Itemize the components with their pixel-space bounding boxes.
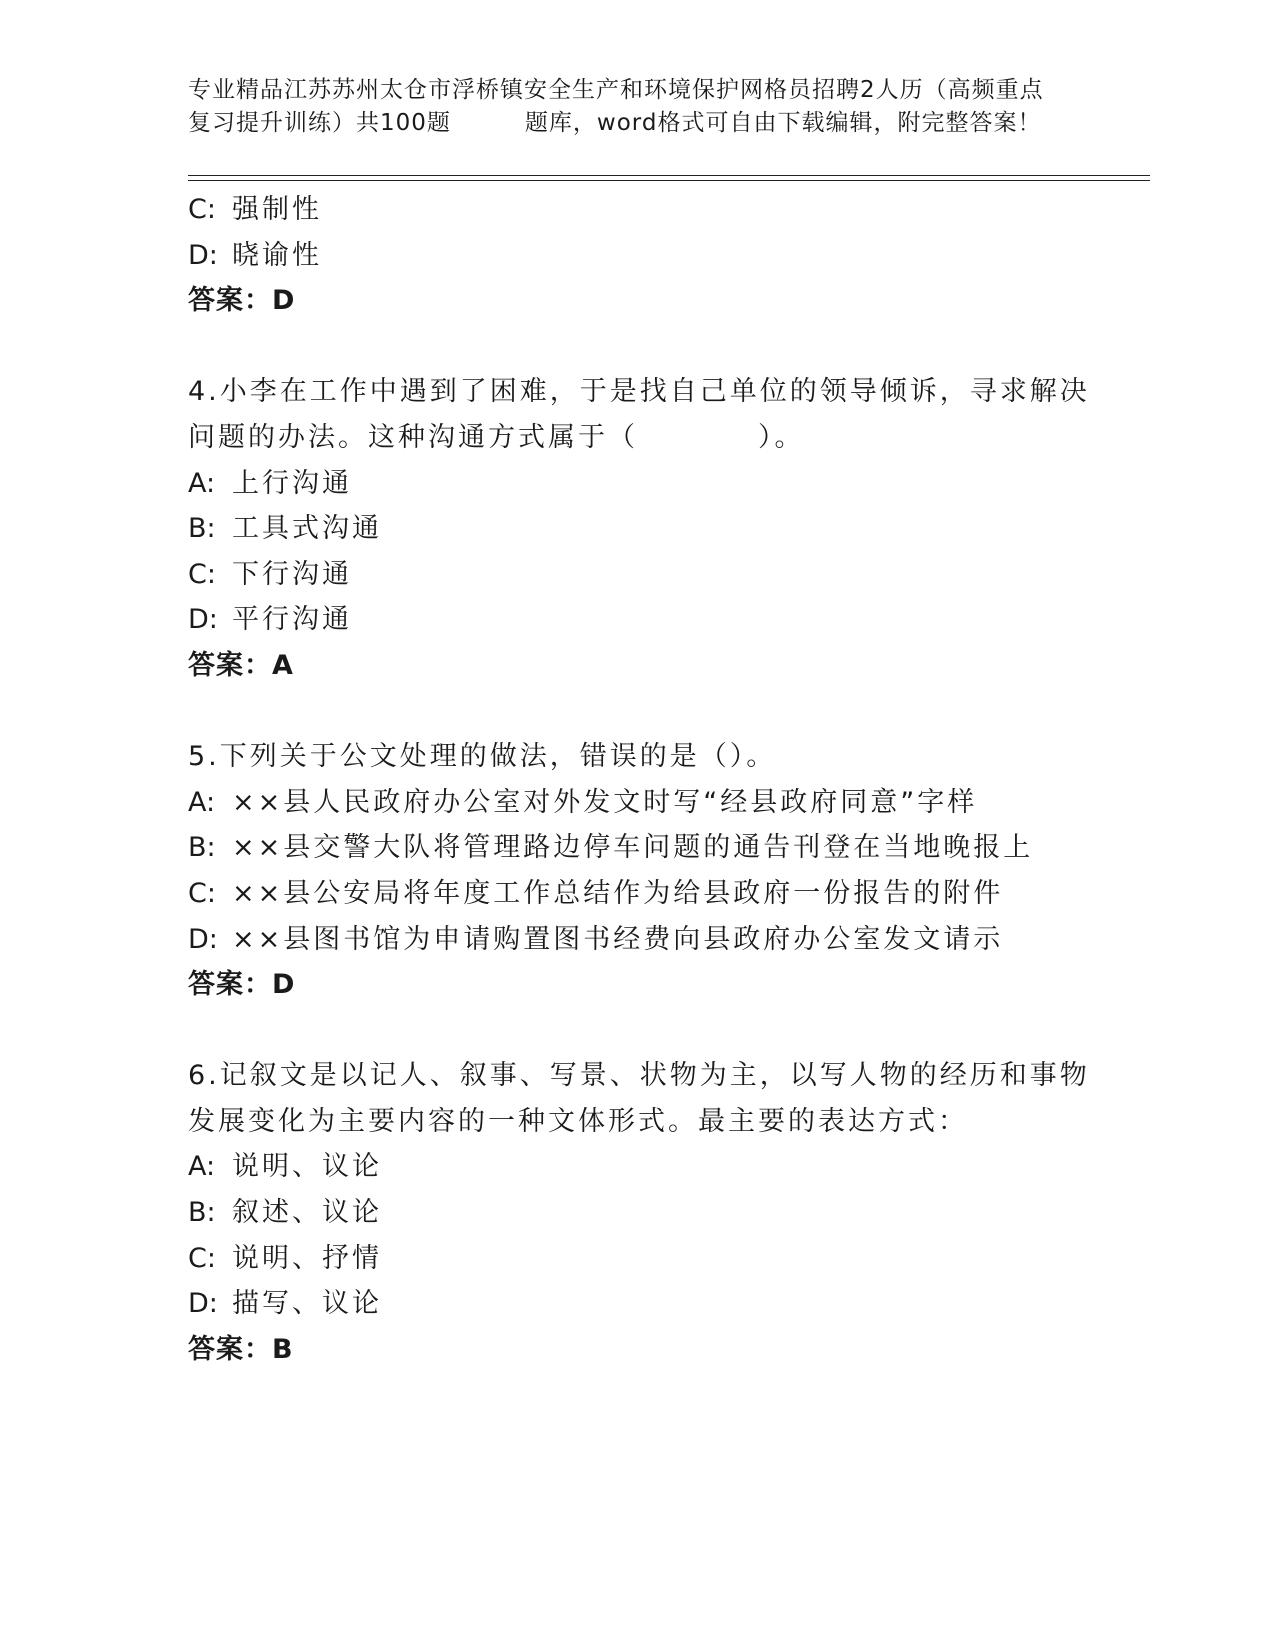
option-d (188, 597, 1088, 643)
option-letter: A: (188, 1151, 216, 1183)
option-text: 强制性 (232, 194, 322, 225)
question-list (188, 187, 1088, 1372)
option-text: ××县公安局将年度工作总结作为给县政府一份报告的附件 (232, 877, 1004, 909)
option-d (188, 917, 1088, 963)
option-text: 下行沟通 (232, 558, 352, 590)
option-a (188, 1144, 1088, 1190)
option-letter: B: (188, 832, 216, 864)
question-6 (188, 1053, 1088, 1372)
option-text: 晓谕性 (232, 239, 322, 271)
option-letter: C: (188, 194, 216, 225)
option-b (188, 825, 1088, 871)
option-text: 平行沟通 (232, 604, 352, 636)
option-letter: B: (188, 513, 216, 545)
question-3-tail (188, 187, 1088, 324)
option-letter: D: (188, 239, 218, 271)
option-b (188, 1190, 1088, 1236)
option-text: ××县人民政府办公室对外发文时写“经县政府同意”字样 (232, 786, 978, 818)
question-stem-line-1: 4.小李在工作中遇到了困难，于是找自己单位的领导倾诉，寻求解决 (188, 376, 1090, 408)
answer-line: 答案：D (188, 285, 296, 317)
option-text: 描写、议论 (232, 1288, 382, 1320)
option-a (188, 461, 1088, 507)
answer-line: 答案：D (188, 969, 296, 1001)
header-line-2 (188, 107, 1088, 140)
answer-line: 答案：B (188, 1333, 294, 1365)
option-letter: B: (188, 1197, 216, 1229)
header-line-2-part-1: 复习提升训练）共100题 (188, 110, 451, 136)
question-stem-line-2: 发展变化为主要内容的一种文体形式。最主要的表达方式： (188, 1105, 968, 1137)
document-header (188, 74, 1088, 140)
option-c (188, 187, 1088, 233)
option-c (188, 1236, 1088, 1282)
option-text: 上行沟通 (232, 467, 352, 499)
stem-part-2: ）。 (758, 421, 805, 453)
option-letter: D: (188, 1288, 218, 1320)
answer-line: 答案：A (188, 649, 294, 681)
stem-part-1: 问题的办法。这种沟通方式属于（ (188, 421, 638, 453)
option-text: 说明、抒情 (232, 1242, 382, 1274)
question-stem-line-1: 5.下列关于公文处理的做法，错误的是（）。 (188, 741, 777, 773)
option-b (188, 506, 1088, 552)
option-letter: A: (188, 467, 216, 499)
question-stem-line-2 (188, 415, 1088, 461)
question-stem-line-1: 6.记叙文是以记人、叙事、写景、状物为主，以写人物的经历和事物 (188, 1060, 1090, 1092)
option-text: 工具式沟通 (232, 513, 382, 545)
option-letter: A: (188, 786, 216, 818)
header-line-1: 专业精品江苏苏州太仓市浮桥镇安全生产和环境保护网格员招聘2人历（高频重点 (188, 77, 1044, 103)
option-text: ××县交警大队将管理路边停车问题的通告刊登在当地晚报上 (232, 832, 1034, 864)
option-c (188, 552, 1088, 598)
option-a (188, 780, 1088, 826)
option-letter: D: (188, 604, 218, 636)
option-d (188, 1281, 1088, 1327)
option-text: 说明、议论 (232, 1151, 382, 1183)
option-letter: D: (188, 923, 218, 955)
header-line-2-part-2: 题库，word格式可自由下载编辑，附完整答案！ (524, 110, 1042, 136)
header-rule-top (188, 175, 1150, 176)
option-c (188, 871, 1088, 917)
option-letter: C: (188, 877, 216, 909)
question-5 (188, 734, 1088, 1008)
option-letter: C: (188, 558, 216, 590)
header-rule-bottom (188, 180, 1150, 181)
option-text: ××县图书馆为申请购置图书经费向县政府办公室发文请示 (232, 923, 1004, 955)
option-d (188, 233, 1088, 279)
option-letter: C: (188, 1242, 216, 1274)
question-4 (188, 369, 1088, 688)
option-text: 叙述、议论 (232, 1197, 382, 1229)
